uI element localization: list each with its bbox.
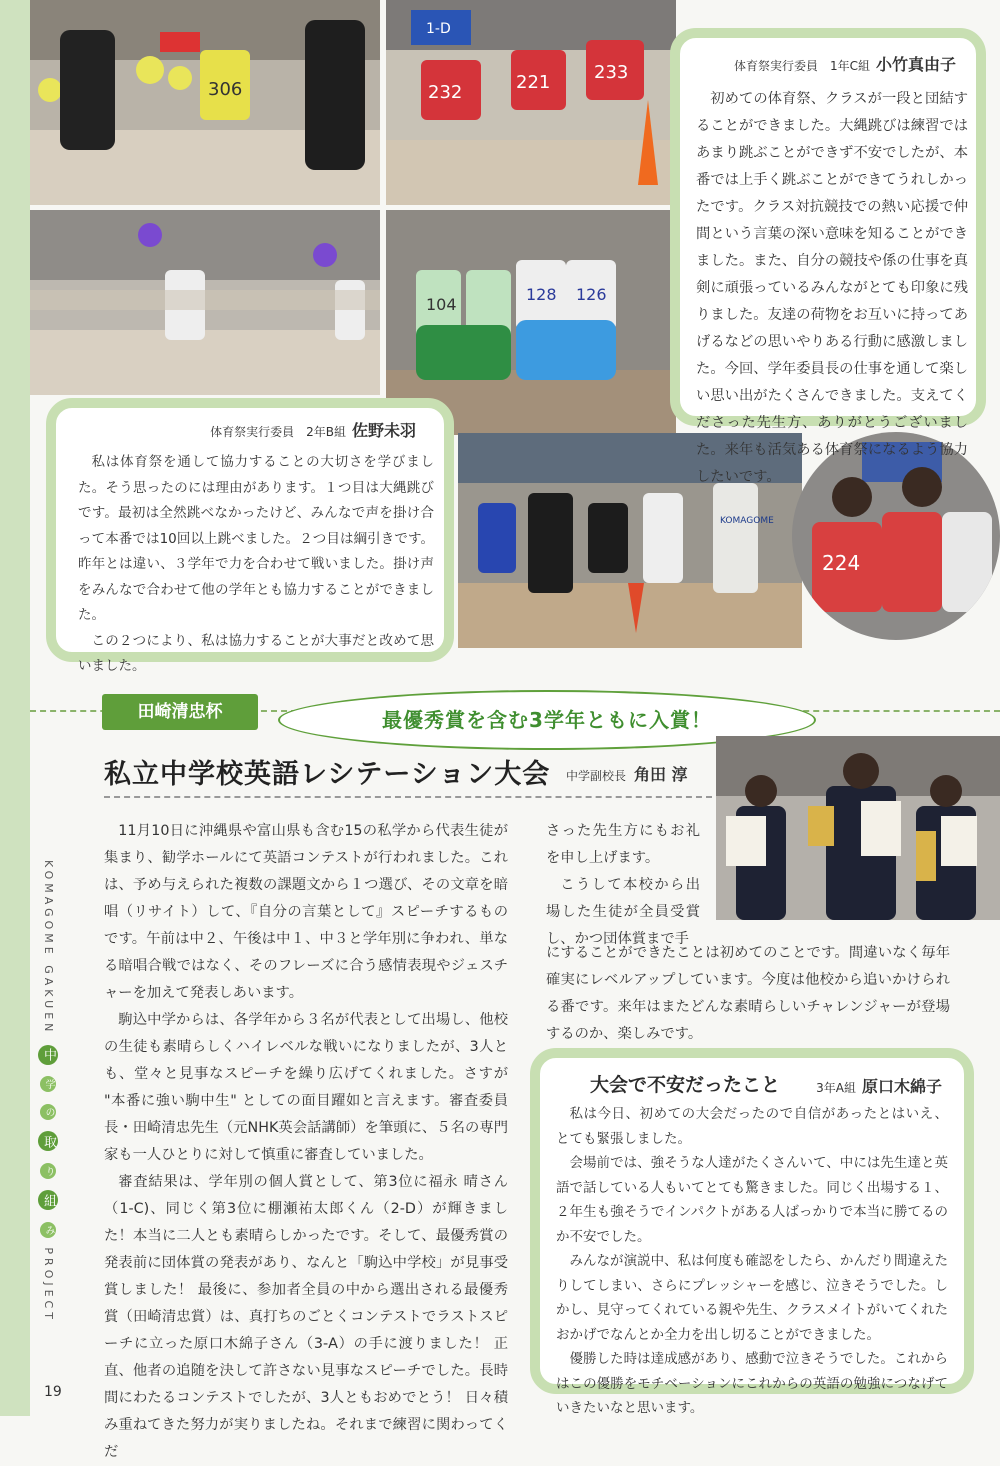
- banner-text: 1-D: [426, 21, 451, 37]
- svg-text:232: 232: [428, 82, 463, 103]
- award-headline: 最優秀賞を含む3学年ともに入賞！: [278, 690, 816, 750]
- photo-relay-race: [386, 0, 676, 205]
- article-column-right-wide: にすることができたことは初めてのことです。間違いなく毎年確実にレベルアップしています。今度は他校から追いかけられる番です。来年はまたどんな素晴らしいチャレンジャーが登場するのか、楽しみです。: [546, 945, 950, 1042]
- photo-dance-performance: [30, 0, 380, 205]
- svg-text:221: 221: [516, 72, 551, 93]
- svg-text:126: 126: [576, 285, 607, 304]
- card-role: 3年A組 原口木綿子: [816, 1077, 942, 1096]
- headline-underline: [104, 796, 712, 798]
- article-column-right-narrow: さった先生方にもお礼を申し上げます。 こうして本校から出場した生徒が全員受賞し、かつ団体賞まで手: [546, 823, 700, 947]
- student-comment-card-1c: [670, 28, 986, 485]
- card-body: 私は今日、初めての大会だったので自信があったとはいえ、とても緊張しました。 会場前では、強そうな人達がたくさんいて、中には先生達と英語で話している人もいてとても驚きました。同じく出場する１、２年生も強そうでインパクトがある人ばっかりで本当に勝てるのか不安でした。 みんなが演説中、私は何度も確認をしたら、かんだり間違えたりしてしまい、さらにプレッシャーを感じ、泣きそうでした。しかし、見守ってくれている親や先生、クラスメイトがいてくれたおかげでなんとか全力を出し切ることができました。 優勝した時は達成感があり、感動で泣きそうでした。これからはこの優勝をモチベーションにこれからの英語の勉強につなげていきたいなと思います。: [556, 1106, 948, 1416]
- bib-number: 306: [208, 79, 243, 100]
- svg-text:104: 104: [426, 295, 457, 314]
- article-headline: 私立中学校英語レシテーション大会: [104, 759, 551, 790]
- section-tag: 田崎清忠杯: [102, 694, 258, 730]
- card-body: 私は体育祭を通して協力することの大切さを学びました。そう思ったのには理由があります。１つ目は大縄跳びです。最初は全然跳べなかったけど、みんなで声を掛け合って本番では10回以上跳べました。２つ目は綱引きです。昨年とは違い、３学年で力を合わせて戦いました。掛け声をみんなで合わせて他の学年とも協力することができました。 この２つにより、私は協力することが大事だと改めて思いました。: [78, 454, 434, 674]
- student-comment-card-3a: [530, 1048, 974, 1416]
- card-body: 初めての体育祭、クラスが一段と団結することができました。大縄跳びは練習ではあまり跳ぶことができず不安でしたが、本番では上手く跳ぶことができてうれしかったです。クラス対抗競技での熱い応援で仲間という言葉の深い意味を知ることができました。また、自分の競技や係の仕事を真剣に頑張っているみんながとても印象に残りました。友達の荷物をお互いに持ってあげるなどの思いやりある行動に感激しました。今回、学年委員長の仕事を通して楽しい思い出がたくさんできました。支えてくださった先生方、ありがとうございました。来年も活気ある体育祭になるよう協力したいです。: [696, 91, 968, 485]
- card-role: 体育祭実行委員 1年C組 小竹真由子: [733, 55, 956, 74]
- article-column-left: 11月10日に沖縄県や富山県も含む15の私学から代表生徒が集まり、勧学ホールにて英語コンテストが行われました。これは、予め与えられた複数の課題文から１つ選び、その文章を暗唱（リサイト）して、『自分の言葉として』スピーチするものです。午前は中２、午後は中１、中３と学年別に争われ、単なる暗唱合戦ではなく、そのフレーズに合う感情表現やジェスチャーを加えて発表しあいます。 駒込中学からは、各学年から３名が代表として出場し、他校の生徒も素晴らしくハイレベルな戦いになりましたが、3人とも、堂々と見事なスピーチを繰り広げてくれました。さすが "本番に強い駒中生" としての面目躍如と言えます。審査委員長・田崎清忠先生（元NHK英会話講師）を筆頭に、５名の専門家も一人ひとりに対して慎重に審査していました。 審査結果は、学年別の個人賞として、第3位に福永 晴さん（1-C)、同じく第3位に棚瀬祐太郎くん（2-D）が輝きました！本当に二人とも素晴らしかったです。そして、最優秀賞の発表前に団体賞の発表があり、なんと「駒込中学校」が見事受賞しました！ 最後に、参加者全員の中から選出される最優秀賞（田崎清忠賞）は、真打ちのごとくコンテストでラストスピーチに立った原口木綿子さん（3-A）の手に渡りました！ 正直、他者の追随を決して許さない見事なスピーチでした。長時間にわたるコンテストでしたが、3人ともおめでとう！ 日々積み重ねてきた努力が実りましたね。それまで練習に関わってくだ: [104, 823, 508, 1460]
- svg-text:128: 128: [526, 285, 557, 304]
- vertical-series-label: KOMAGOME GAKUEN 中 学 の 取 り 組 み PROJECT: [32, 860, 58, 1323]
- card-role: 体育祭実行委員 2年B組 佐野未羽: [210, 421, 416, 440]
- svg-text:KOMAGOME: KOMAGOME: [720, 516, 774, 526]
- photo-award-winners: [716, 736, 1000, 920]
- card-title: 大会で不安だったこと: [590, 1074, 781, 1096]
- photo-cheerleading: [30, 210, 380, 395]
- student-comment-card-2b: [46, 398, 454, 674]
- svg-text:233: 233: [594, 62, 629, 83]
- article-byline: 中学副校長 角田 淳: [566, 765, 688, 784]
- page-number: 19: [44, 1384, 62, 1400]
- svg-text:224: 224: [822, 551, 861, 575]
- left-edge-bar: [0, 0, 30, 1416]
